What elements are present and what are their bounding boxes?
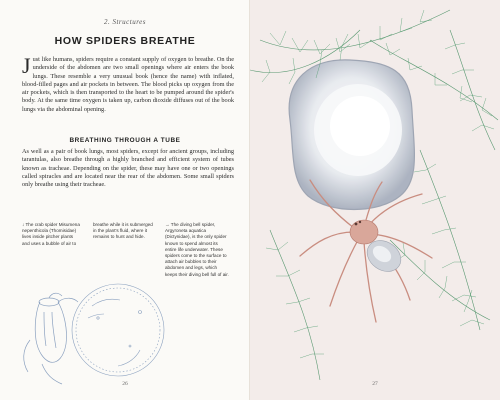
pitcher-plant-illustration [24, 293, 78, 384]
air-bubble-illustration [72, 284, 164, 376]
chapter-heading: 2. Structures [103, 18, 147, 26]
page-number-right: 27 [372, 381, 378, 387]
drop-cap: J [22, 53, 31, 78]
caption-crab-spider-text: The crab spider Misumena nepenthicola (Thomisidae) lives inside pitcher plants and uses a bubble of air to [22, 222, 80, 246]
arrow-right-icon: → [165, 222, 170, 227]
right-page [250, 0, 500, 400]
air-bubble-bell [289, 60, 414, 210]
page-number-left: 26 [122, 381, 128, 387]
page-title: HOW SPIDERS BREATHE [54, 35, 196, 47]
diving-bell-spider-illustration [250, 0, 500, 400]
section-subheading: BREATHING THROUGH A TUBE [69, 137, 181, 144]
caption-crab-spider-continued: breathe while it is submerged in the plant's fluid, where it remains to hunt and hide. [93, 222, 153, 240]
caption-diving-bell-spider-text: The diving bell spider, Argyroneta aquatica (Dictynidae), is the only spider known to spend almost its entire life underwater. These spiders come to the surface to attach air bubbles to their abdomen and legs, which keeps their diving bell full of air. [165, 222, 229, 277]
intro-paragraph-text: ust like humans, spiders require a constant supply of oxygen to breathe. On the underside of the abdomen are two small openings where air enters the book lungs. These resemble a very unusual book (hence the name) with inflated, blood-filled pages and air pockets in between. The blood picks up oxygen from the air pockets, which is then transported to the heart to be pumped around the spider's body. At the same time oxygen is taken up, carbon dioxide diffuses out of the book lungs via the abdominal opening. [22, 56, 234, 113]
tracheae-paragraph: As well as a pair of book lungs, most spiders, except for ancient groups, including tarantulas, also breathe through a highly branched and efficient system of tubes known as tracheae. Depending on the spider, these may have one or two openings called spiracles and are located near the rear of the abdomen. Some small spiders only breathe using their tracheae. [22, 148, 234, 189]
arrow-down-icon: ↓ [22, 222, 25, 227]
